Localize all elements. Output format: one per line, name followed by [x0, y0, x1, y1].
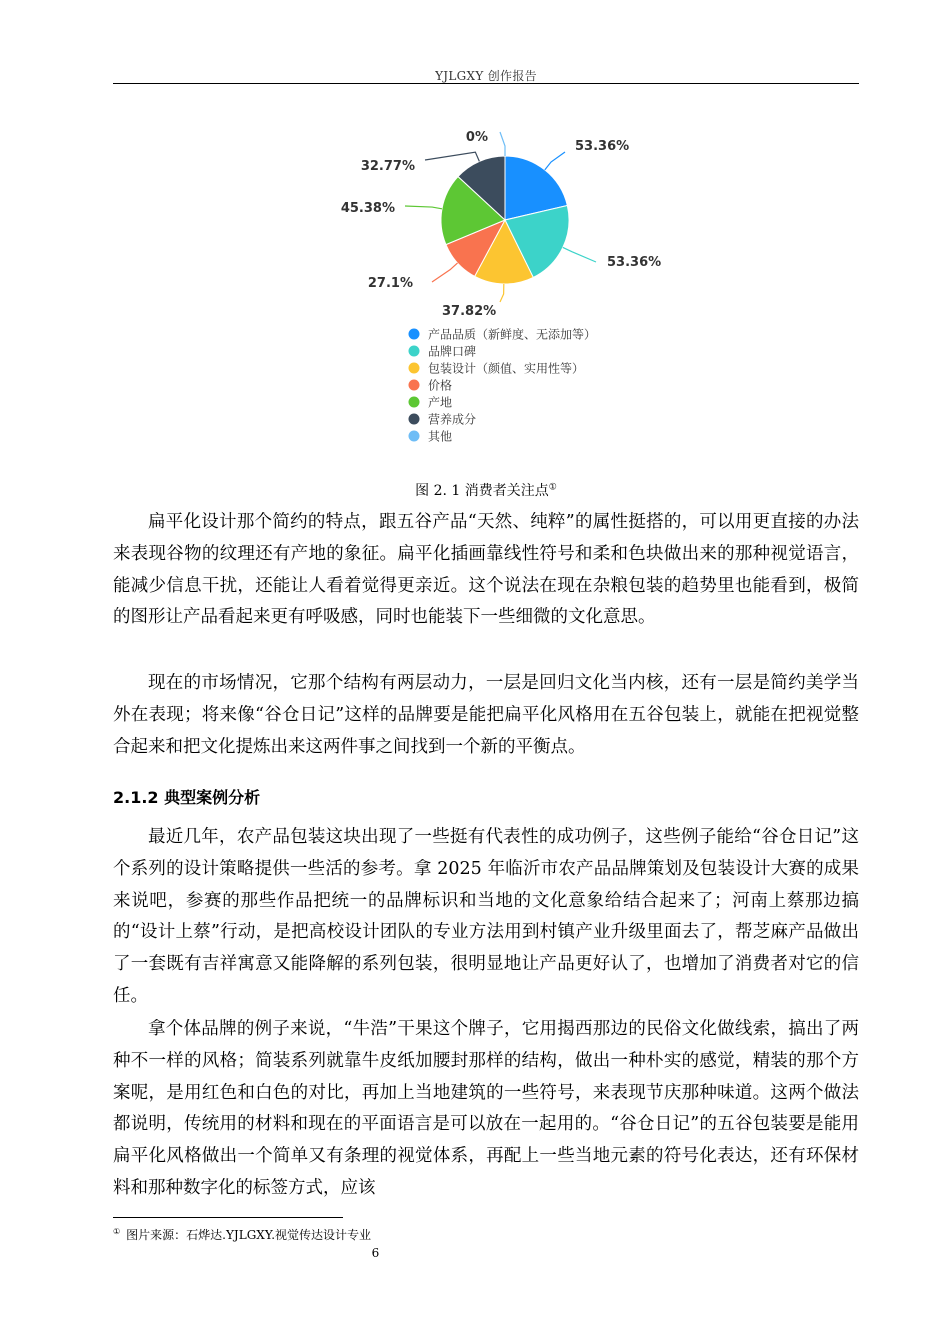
legend-marker-5: [409, 397, 420, 408]
legend-label-7: 其他: [428, 429, 453, 444]
body-paragraph-3: 最近几年，农产品包装这块出现了一些挺有代表性的成功例子，这些例子能给“谷仓日记”这个系列的设计策略提供一些活的参考。拿 2025 年临沂市农产品品牌策划及包装设计大赛的成果来说吧，参赛的那些作品把统一的品牌标识和当地的文化意象给结合起来了；河南上蔡那边搞的“设计上蔡”行动，是把高校设计团队的专业方法用到村镇产业升级里面去了，帮芝麻产品做出了一套既有吉祥寓意又能降解的系列包装，很明显地让产品更好认了，也增加了消费者对它的信任。: [113, 827, 859, 1006]
data-label-2: 53.36%: [607, 255, 662, 270]
pie-chart: [0, 0, 950, 470]
legend-marker-4: [409, 380, 420, 391]
leader-line-2: [563, 247, 596, 262]
footnote-text: 图片来源：石烨达.YJLGXY.视觉传达设计专业: [126, 1228, 372, 1242]
legend-label-4: 价格: [428, 378, 453, 393]
legend-label-6: 营养成分: [428, 412, 477, 427]
data-label-4: 27.1%: [367, 276, 413, 291]
legend-label-2: 品牌口碑: [428, 344, 477, 359]
footnote: [113, 1226, 371, 1243]
body-paragraph-2: 现在的市场情况，它那个结构有两层动力，一层是回归文化当内核，还有一层是简约美学当外在表现；将来像“谷仓日记”这样的品牌要是能把扁平化风格用在五谷包装上，就能在把视觉整合起来和把文化提炼出来这两件事之间找到一个新的平衡点。: [113, 673, 859, 757]
page-header: YJLGXY 创作报告: [435, 69, 537, 83]
data-label-5: 45.38%: [340, 201, 395, 216]
leader-line-3: [500, 284, 504, 302]
leader-line-5: [405, 206, 442, 209]
legend-marker-1: [409, 329, 420, 340]
caption-text: 图 2. 1 消费者关注点: [415, 483, 549, 499]
legend-marker-6: [409, 414, 420, 425]
leader-line-1: [545, 152, 565, 170]
leader-line-4: [432, 263, 458, 282]
body-paragraph-1: 扁平化设计那个简约的特点，跟五谷产品“天然、纯粹”的属性挺搭的，可以用更直接的办法来表现谷物的纹理还有产地的象征。扁平化插画靠线性符号和柔和色块做出来的那种视觉语言，能减少信息干扰，还能让人看着觉得更亲近。这个说法在现在杂粮包装的趋势里也能看到，极简的图形让产品看起来更有呼吸感，同时也能装下一些细微的文化意思。: [113, 512, 859, 628]
data-label-1: 53.36%: [575, 139, 630, 154]
page-number: 6: [371, 1246, 380, 1260]
data-label-3: 37.82%: [442, 304, 497, 319]
footnote-rule: [113, 1217, 343, 1218]
section-heading: 2.1.2 典型案例分析: [113, 788, 261, 807]
caption-footnote-mark: ①: [548, 482, 557, 493]
data-label-7: 0%: [465, 130, 488, 145]
legend-marker-3: [409, 363, 420, 374]
body-paragraph-4: 拿个体品牌的例子来说，“牛浩”干果这个牌子，它用揭西那边的民俗文化做线索，搞出了两种不一样的风格；简装系列就靠牛皮纸加腰封那样的结构，做出一种朴实的感觉，精装的那个方案呢，是用红色和白色的对比，再加上当地建筑的一些符号，来表现节庆那种味道。这两个做法都说明，传统用的材料和现在的平面语言是可以放在一起用的。“谷仓日记”的五谷包装要是能用扁平化风格做出一个简单又有条理的视觉体系，再配上一些当地元素的符号化表达，还有环保材料和那种数字化的标签方式，应该: [113, 1019, 859, 1198]
figure-caption: [113, 480, 859, 500]
footnote-mark: ①: [113, 1227, 121, 1236]
legend-marker-7: [409, 431, 420, 442]
leader-line-7: [500, 132, 505, 156]
legend-label-3: 包装设计（颜值、实用性等）: [428, 361, 585, 376]
data-label-6: 32.77%: [360, 159, 415, 174]
legend-label-5: 产地: [428, 395, 453, 410]
leader-line-6: [425, 152, 479, 161]
legend-label-1: 产品品质（新鲜度、无添加等）: [428, 327, 597, 342]
legend-marker-2: [409, 346, 420, 357]
